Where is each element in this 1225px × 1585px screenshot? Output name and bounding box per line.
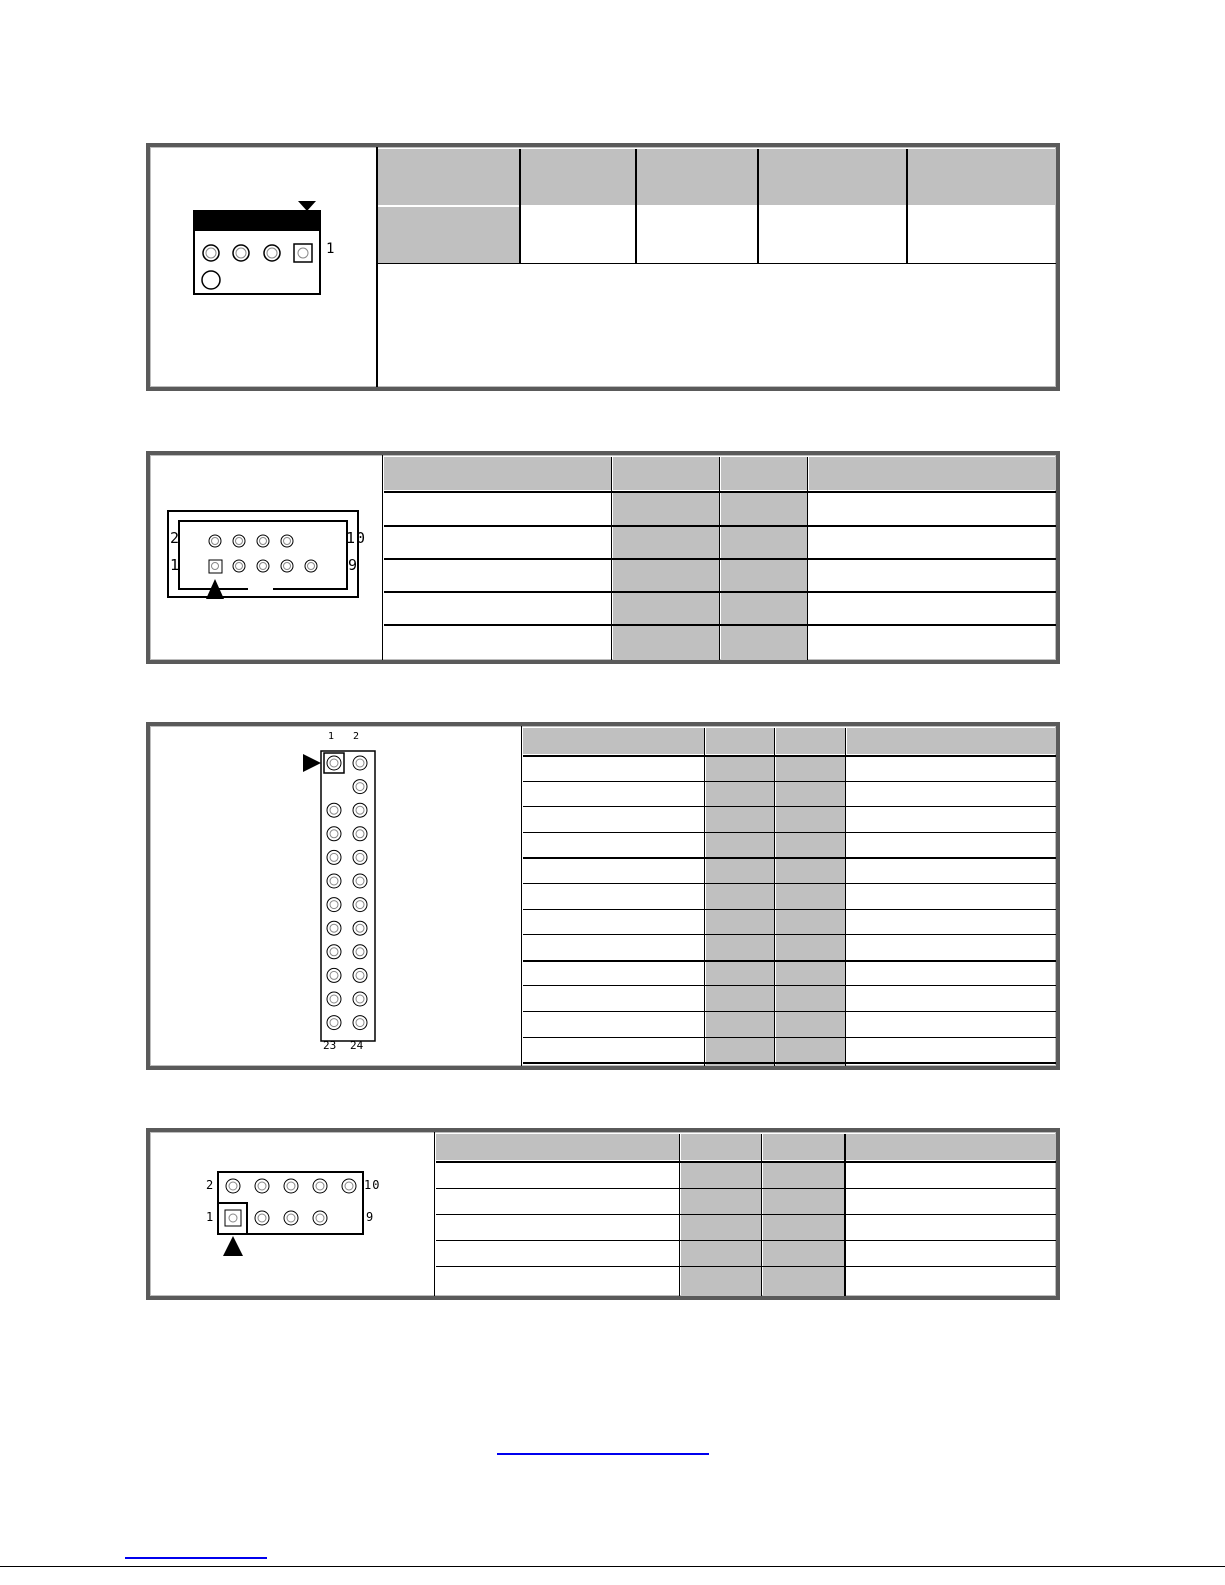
row-divider <box>523 985 1056 986</box>
header-cell <box>523 728 704 754</box>
pin-row-bottom <box>225 1210 327 1226</box>
pin <box>353 780 367 794</box>
header-cell <box>763 1134 844 1160</box>
header-cell <box>846 1134 1056 1160</box>
pin-row-top <box>226 1179 356 1193</box>
row-divider <box>384 525 1056 527</box>
row-divider <box>523 909 1056 910</box>
pin <box>327 1016 341 1030</box>
pin <box>353 874 367 888</box>
footer-link-underline[interactable] <box>125 1557 267 1559</box>
pin-label-10: 10 <box>346 529 367 547</box>
row-divider <box>523 755 1056 757</box>
pin-row-bottom <box>209 560 317 573</box>
row-divider <box>384 558 1056 560</box>
pin-circle <box>264 245 280 261</box>
pin-row-top <box>209 535 293 547</box>
pin-column <box>613 492 719 660</box>
connector-table-2 <box>146 451 1060 664</box>
row-divider <box>384 491 1056 493</box>
pin <box>353 992 367 1006</box>
row-divider <box>523 934 1056 935</box>
pin-label-2: 2 <box>206 1178 214 1192</box>
pin <box>353 968 367 982</box>
pin <box>327 898 341 912</box>
connector-1-diagram <box>190 195 390 305</box>
pin-label-2: 2 <box>353 731 360 742</box>
header-cell <box>706 728 774 754</box>
key-arrow-icon <box>298 201 316 211</box>
connector-2-diagram <box>164 509 367 604</box>
footer-rule <box>0 1566 1225 1567</box>
header-cell <box>613 457 719 490</box>
pin-label-9: 9 <box>348 556 358 574</box>
connector-table-1 <box>146 143 1060 391</box>
pin-1-square <box>294 244 312 262</box>
pin <box>353 921 367 935</box>
row-divider <box>523 832 1056 833</box>
panel-divider <box>434 1132 435 1296</box>
row-divider <box>523 781 1056 782</box>
pin-circle <box>202 271 220 289</box>
pin-circle <box>233 245 249 261</box>
pin-circle <box>203 245 219 261</box>
connector-3-diagram <box>295 746 415 1066</box>
row-divider <box>436 1214 1056 1215</box>
pin <box>327 874 341 888</box>
connector-table-3 <box>146 722 1060 1070</box>
pin-label-10: 10 <box>364 1178 381 1192</box>
row-divider <box>523 1011 1056 1012</box>
pin <box>327 803 341 817</box>
pin-label-23: 23 <box>323 1039 337 1052</box>
row-divider <box>436 1188 1056 1189</box>
pin <box>327 827 341 841</box>
header-cell <box>908 149 1056 205</box>
header-cell <box>721 457 807 490</box>
header-cell <box>681 1134 761 1160</box>
key-arrow-icon <box>303 754 321 772</box>
row-divider <box>523 1037 1056 1038</box>
row-header-cell <box>378 207 519 263</box>
header-cell <box>847 728 1056 754</box>
pin-column <box>721 492 807 660</box>
header-cell <box>378 149 519 205</box>
pin-label-9: 9 <box>366 1210 374 1224</box>
pin <box>353 1016 367 1030</box>
header-cell <box>384 457 611 490</box>
connector-table-4 <box>146 1128 1060 1300</box>
header-cell <box>436 1134 679 1160</box>
pin <box>353 827 367 841</box>
pin <box>327 968 341 982</box>
header-cell <box>776 728 845 754</box>
pin <box>327 921 341 935</box>
pin <box>353 945 367 959</box>
pin <box>327 850 341 864</box>
key-arrow-icon <box>223 1236 243 1256</box>
row-divider <box>523 960 1056 962</box>
pin <box>324 753 344 773</box>
connector-shroud <box>168 511 358 597</box>
row-divider <box>523 1062 1056 1064</box>
connector-top-bar <box>194 211 320 231</box>
header-cell <box>809 457 1056 490</box>
hyperlink-underline[interactable] <box>497 1453 709 1455</box>
pin-label-1: 1 <box>170 556 180 574</box>
pin <box>353 803 367 817</box>
pin-label-1: 1 <box>206 1210 214 1224</box>
row-divider <box>384 591 1056 593</box>
connector-inner <box>179 521 347 589</box>
row-divider <box>523 857 1056 859</box>
row-divider <box>523 883 1056 884</box>
pin-label-1: 1 <box>328 731 335 742</box>
pin-label-2: 2 <box>170 529 180 547</box>
pin <box>353 898 367 912</box>
row-divider <box>436 1240 1056 1241</box>
pin <box>327 992 341 1006</box>
header-cell <box>521 149 635 205</box>
row-divider <box>384 624 1056 626</box>
row-divider <box>523 806 1056 807</box>
row-divider <box>436 1161 1056 1163</box>
pin <box>353 756 367 770</box>
pin-column <box>763 1162 844 1296</box>
pin-column <box>681 1162 761 1296</box>
pin <box>353 850 367 864</box>
panel-divider <box>382 455 383 660</box>
row-divider <box>436 1266 1056 1267</box>
pin-label-1: 1 <box>326 241 335 257</box>
pin-column <box>776 756 845 1066</box>
pin <box>327 945 341 959</box>
pin-label-24: 24 <box>350 1039 364 1052</box>
pin-column <box>706 756 774 1066</box>
header-cell <box>637 149 757 205</box>
panel-divider <box>521 726 522 1066</box>
header-cell <box>759 149 906 205</box>
